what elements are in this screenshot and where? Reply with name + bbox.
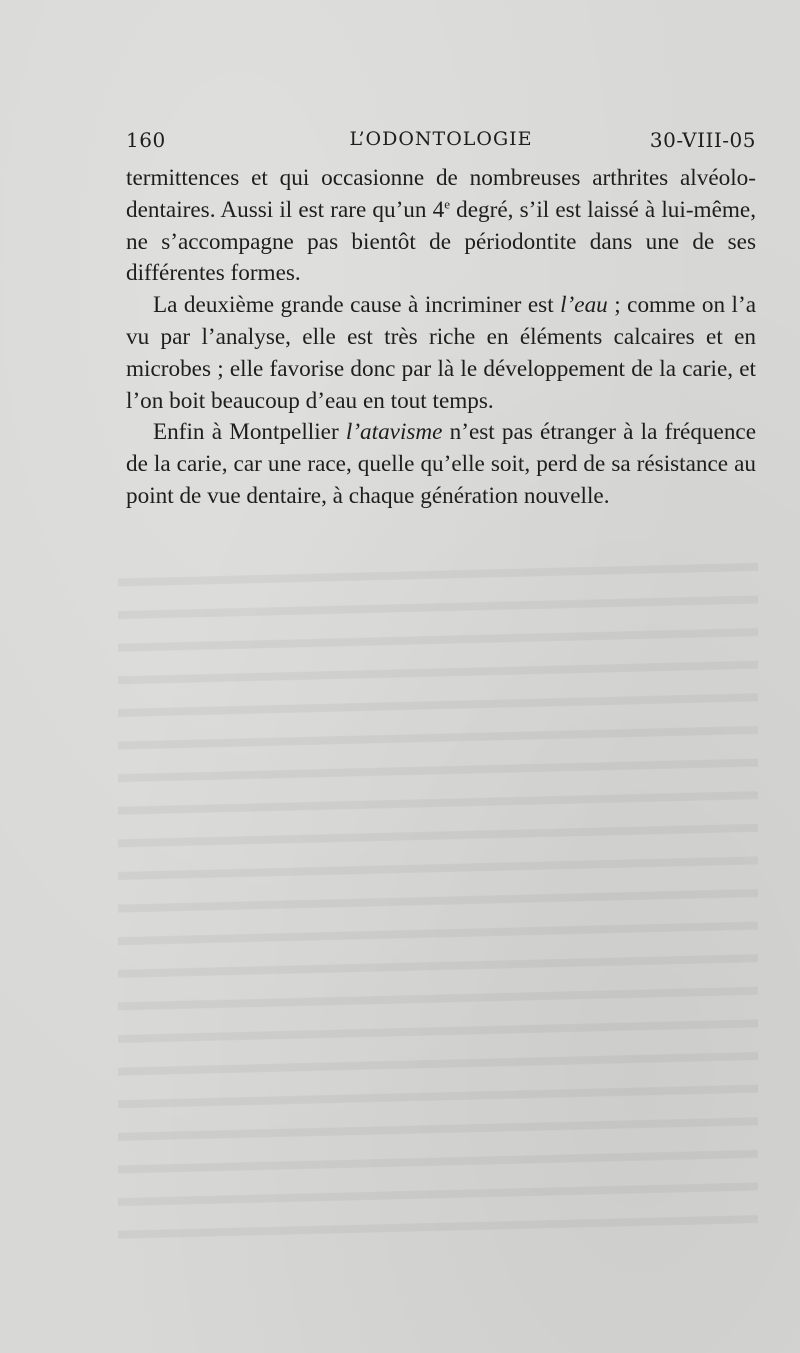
paragraph-2: La deuxième grande cause à incriminer est l’eau ; comme on l’a vu par l’analyse, elle est très riche en éléments calcaires et en microbes ; elle favorise donc par là le développement de la carie, et l’on boit beaucoup d’eau en tout temps. xyxy=(126,292,756,414)
running-title: L’ODONTOLOGIE xyxy=(349,128,533,150)
page-header xyxy=(126,128,756,158)
paragraph-1: termittences et qui occasionne de nombreuses arthrites alvéolo-dentaires. Aussi il est rare qu’un 4e degré, s’il est laissé à lui-même, ne s’accompagne pas bientôt de périodontite dans une de ses différentes formes. xyxy=(126,165,756,287)
paragraph-3: Enfin à Montpellier l’atavisme n’est pas étranger à la fréquence de la carie, car une race, quelle qu’elle soit, perd de sa résistance au point de vue dentaire, à chaque génération nouvelle. xyxy=(126,419,756,509)
issue-date: 30-VIII-05 xyxy=(649,128,756,152)
emphasis-atavisme: l’atavisme xyxy=(345,419,443,446)
bleed-through-texture xyxy=(118,560,758,1240)
emphasis-eau: l’eau xyxy=(560,292,608,319)
body-text xyxy=(126,163,756,513)
page-number: 160 xyxy=(126,128,166,152)
superscript: e xyxy=(444,196,451,212)
